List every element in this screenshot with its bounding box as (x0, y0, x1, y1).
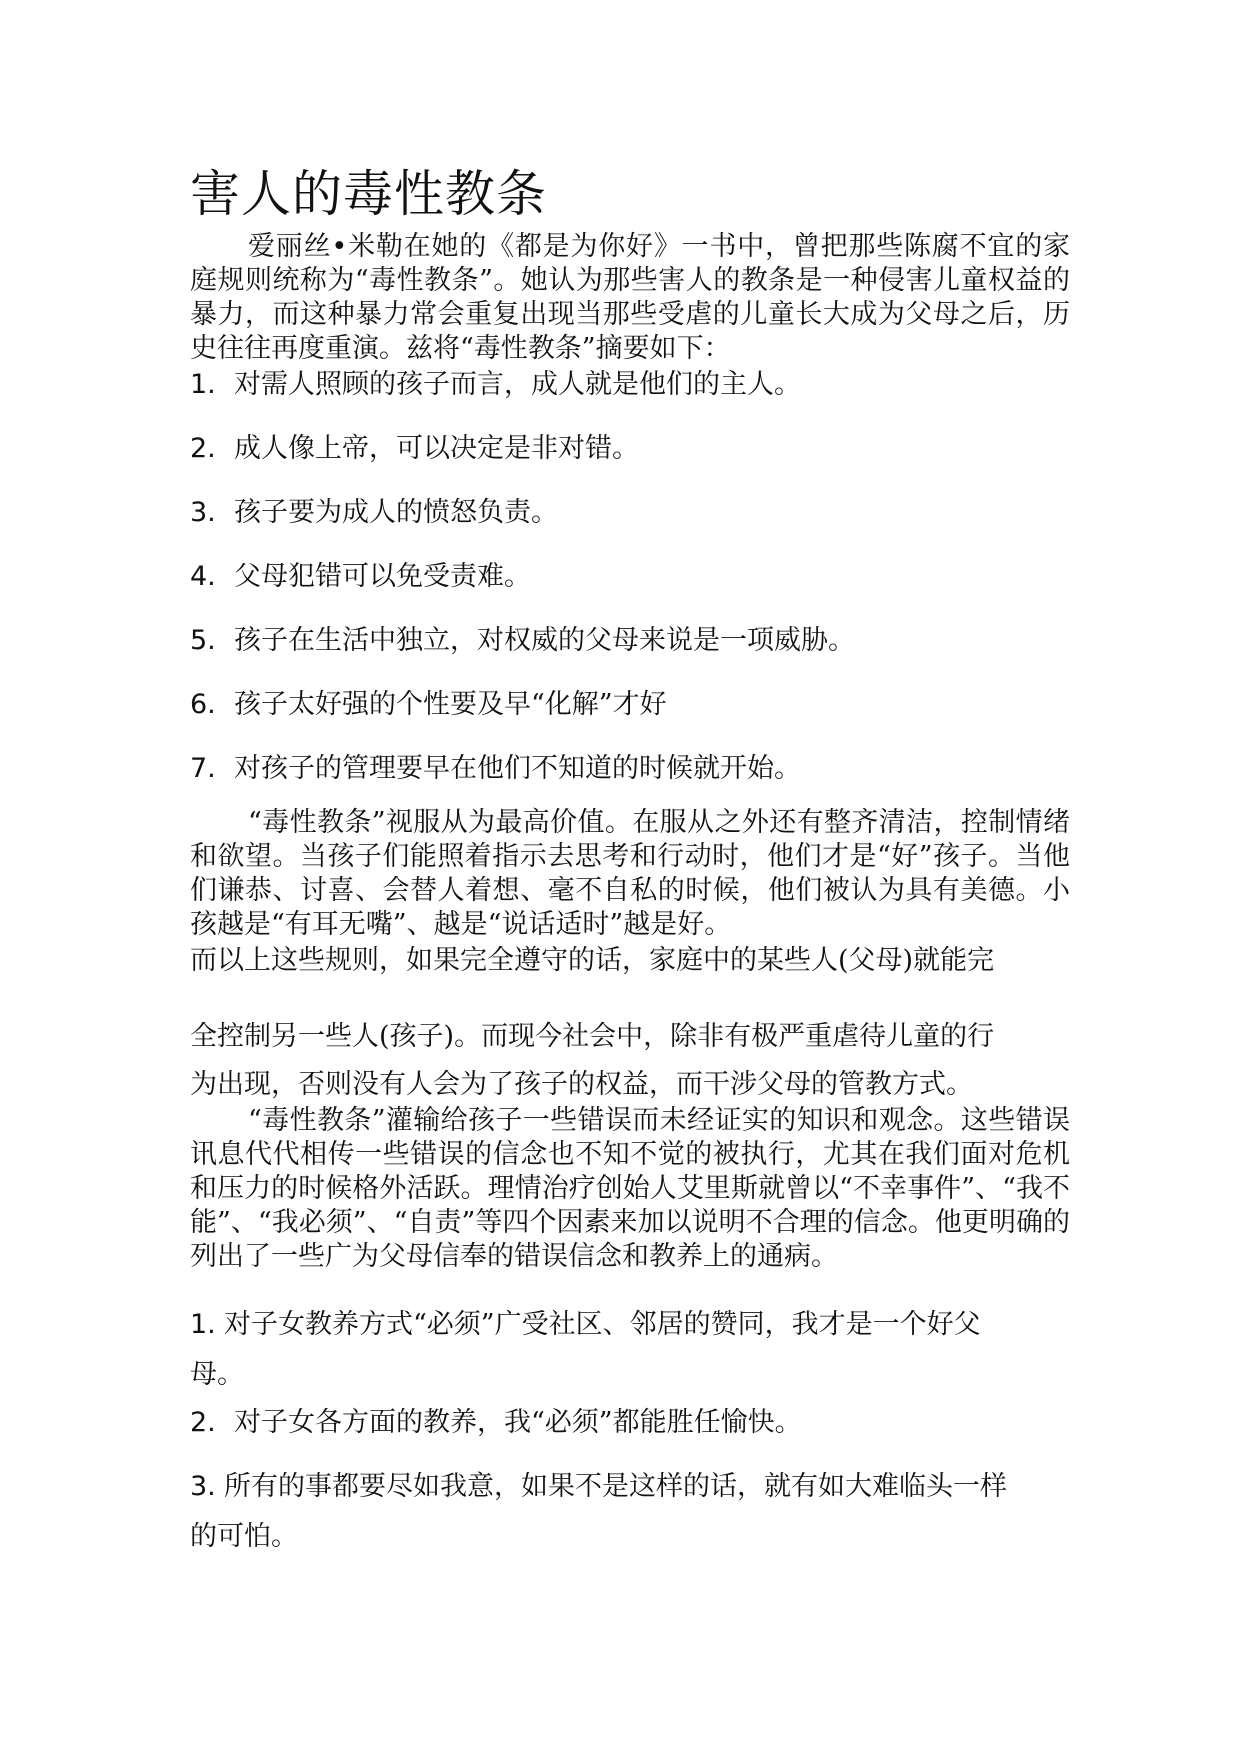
rule-item (190, 688, 1070, 722)
belief-text: 对子女各方面的教养，我“必须”都能胜任愉快。 (234, 1407, 802, 1438)
rule-number: 2. (190, 433, 216, 464)
belief-item (190, 1308, 1070, 1342)
control-paragraph-line: 为出现，否则没有人会为了孩子的权益，而干涉父母的管教方式。 (190, 1069, 973, 1100)
belief-item-continued: 的可怕。 (190, 1521, 298, 1552)
rule-text: 对需人照顾的孩子而言，成人就是他们的主人。 (234, 369, 801, 400)
belief-text: 所有的事都要尽如我意，如果不是这样的话，就有如大难临头一样 (224, 1471, 1007, 1502)
rule-number: 4. (190, 561, 216, 592)
rule-text: 对孩子的管理要早在他们不知道的时候就开始。 (234, 753, 801, 784)
belief-item-continued: 母。 (190, 1359, 244, 1390)
rule-text: 孩子在生活中独立，对权威的父母来说是一项威胁。 (234, 625, 855, 656)
rule-text: 父母犯错可以免受责难。 (234, 561, 531, 592)
belief-number: 2. (190, 1407, 216, 1438)
rule-number: 6. (190, 689, 216, 720)
rule-text: 孩子太好强的个性要及早“化解”才好 (234, 689, 667, 720)
rule-item (190, 496, 1070, 530)
rule-item (190, 624, 1070, 658)
rule-number: 7. (190, 753, 216, 784)
belief-item (190, 1406, 1070, 1440)
rule-item (190, 432, 1070, 466)
control-paragraph-line: 而以上这些规则，如果完全遵守的话，家庭中的某些人(父母)就能完 (190, 945, 995, 976)
rule-number: 5. (190, 625, 216, 656)
control-paragraph-line: 全控制另一些人(孩子)。而现今社会中，除非有极严重虐待儿童的行 (190, 1021, 995, 1052)
document-title: 害人的毒性教条 (190, 165, 547, 223)
intro-paragraph: 爱丽丝•米勒在她的《都是为你好》一书中，曾把那些陈腐不宜的家庭规则统称为“毒性教条”。她认为那些害人的教条是一种侵害儿童权益的暴力，而这种暴力常会重复出现当那些受虐的儿童长大成为父母之后，历史往往再度重演。兹将“毒性教条”摘要如下： (190, 231, 1070, 364)
belief-item (190, 1470, 1070, 1504)
rule-text: 成人像上帝，可以决定是非对错。 (234, 433, 639, 464)
rule-number: 1. (190, 369, 216, 400)
obedience-paragraph: “毒性教条”视服从为最高价值。在服从之外还有整齐清洁，控制情绪和欲望。当孩子们能照着指示去思考和行动时，他们才是“好”孩子。当他们谦恭、讨喜、会替人着想、毫不自私的时候，他们被认为具有美德。小孩越是“有耳无嘴”、越是“说话适时”越是好。 (190, 807, 1070, 940)
beliefs-paragraph: “毒性教条”灌输给孩子一些错误而未经证实的知识和观念。这些错误讯息代代相传一些错误的信念也不知不觉的被执行，尤其在我们面对危机和压力的时候格外活跃。理情治疗创始人艾里斯就曾以“不幸事件”、“我不能”、“我必须”、“自责”等四个因素来加以说明不合理的信念。他更明确的列出了一些广为父母信奉的错误信念和教养上的通病。 (190, 1105, 1070, 1272)
belief-number: 1. (190, 1309, 216, 1340)
rule-number: 3. (190, 497, 216, 528)
rule-item (190, 752, 1070, 786)
rule-text: 孩子要为成人的愤怒负责。 (234, 497, 558, 528)
belief-number: 3. (190, 1471, 216, 1502)
rule-item (190, 368, 1070, 402)
rule-item (190, 560, 1070, 594)
belief-text: 对子女教养方式“必须”广受社区、邻居的赞同，我才是一个好父 (224, 1309, 981, 1340)
